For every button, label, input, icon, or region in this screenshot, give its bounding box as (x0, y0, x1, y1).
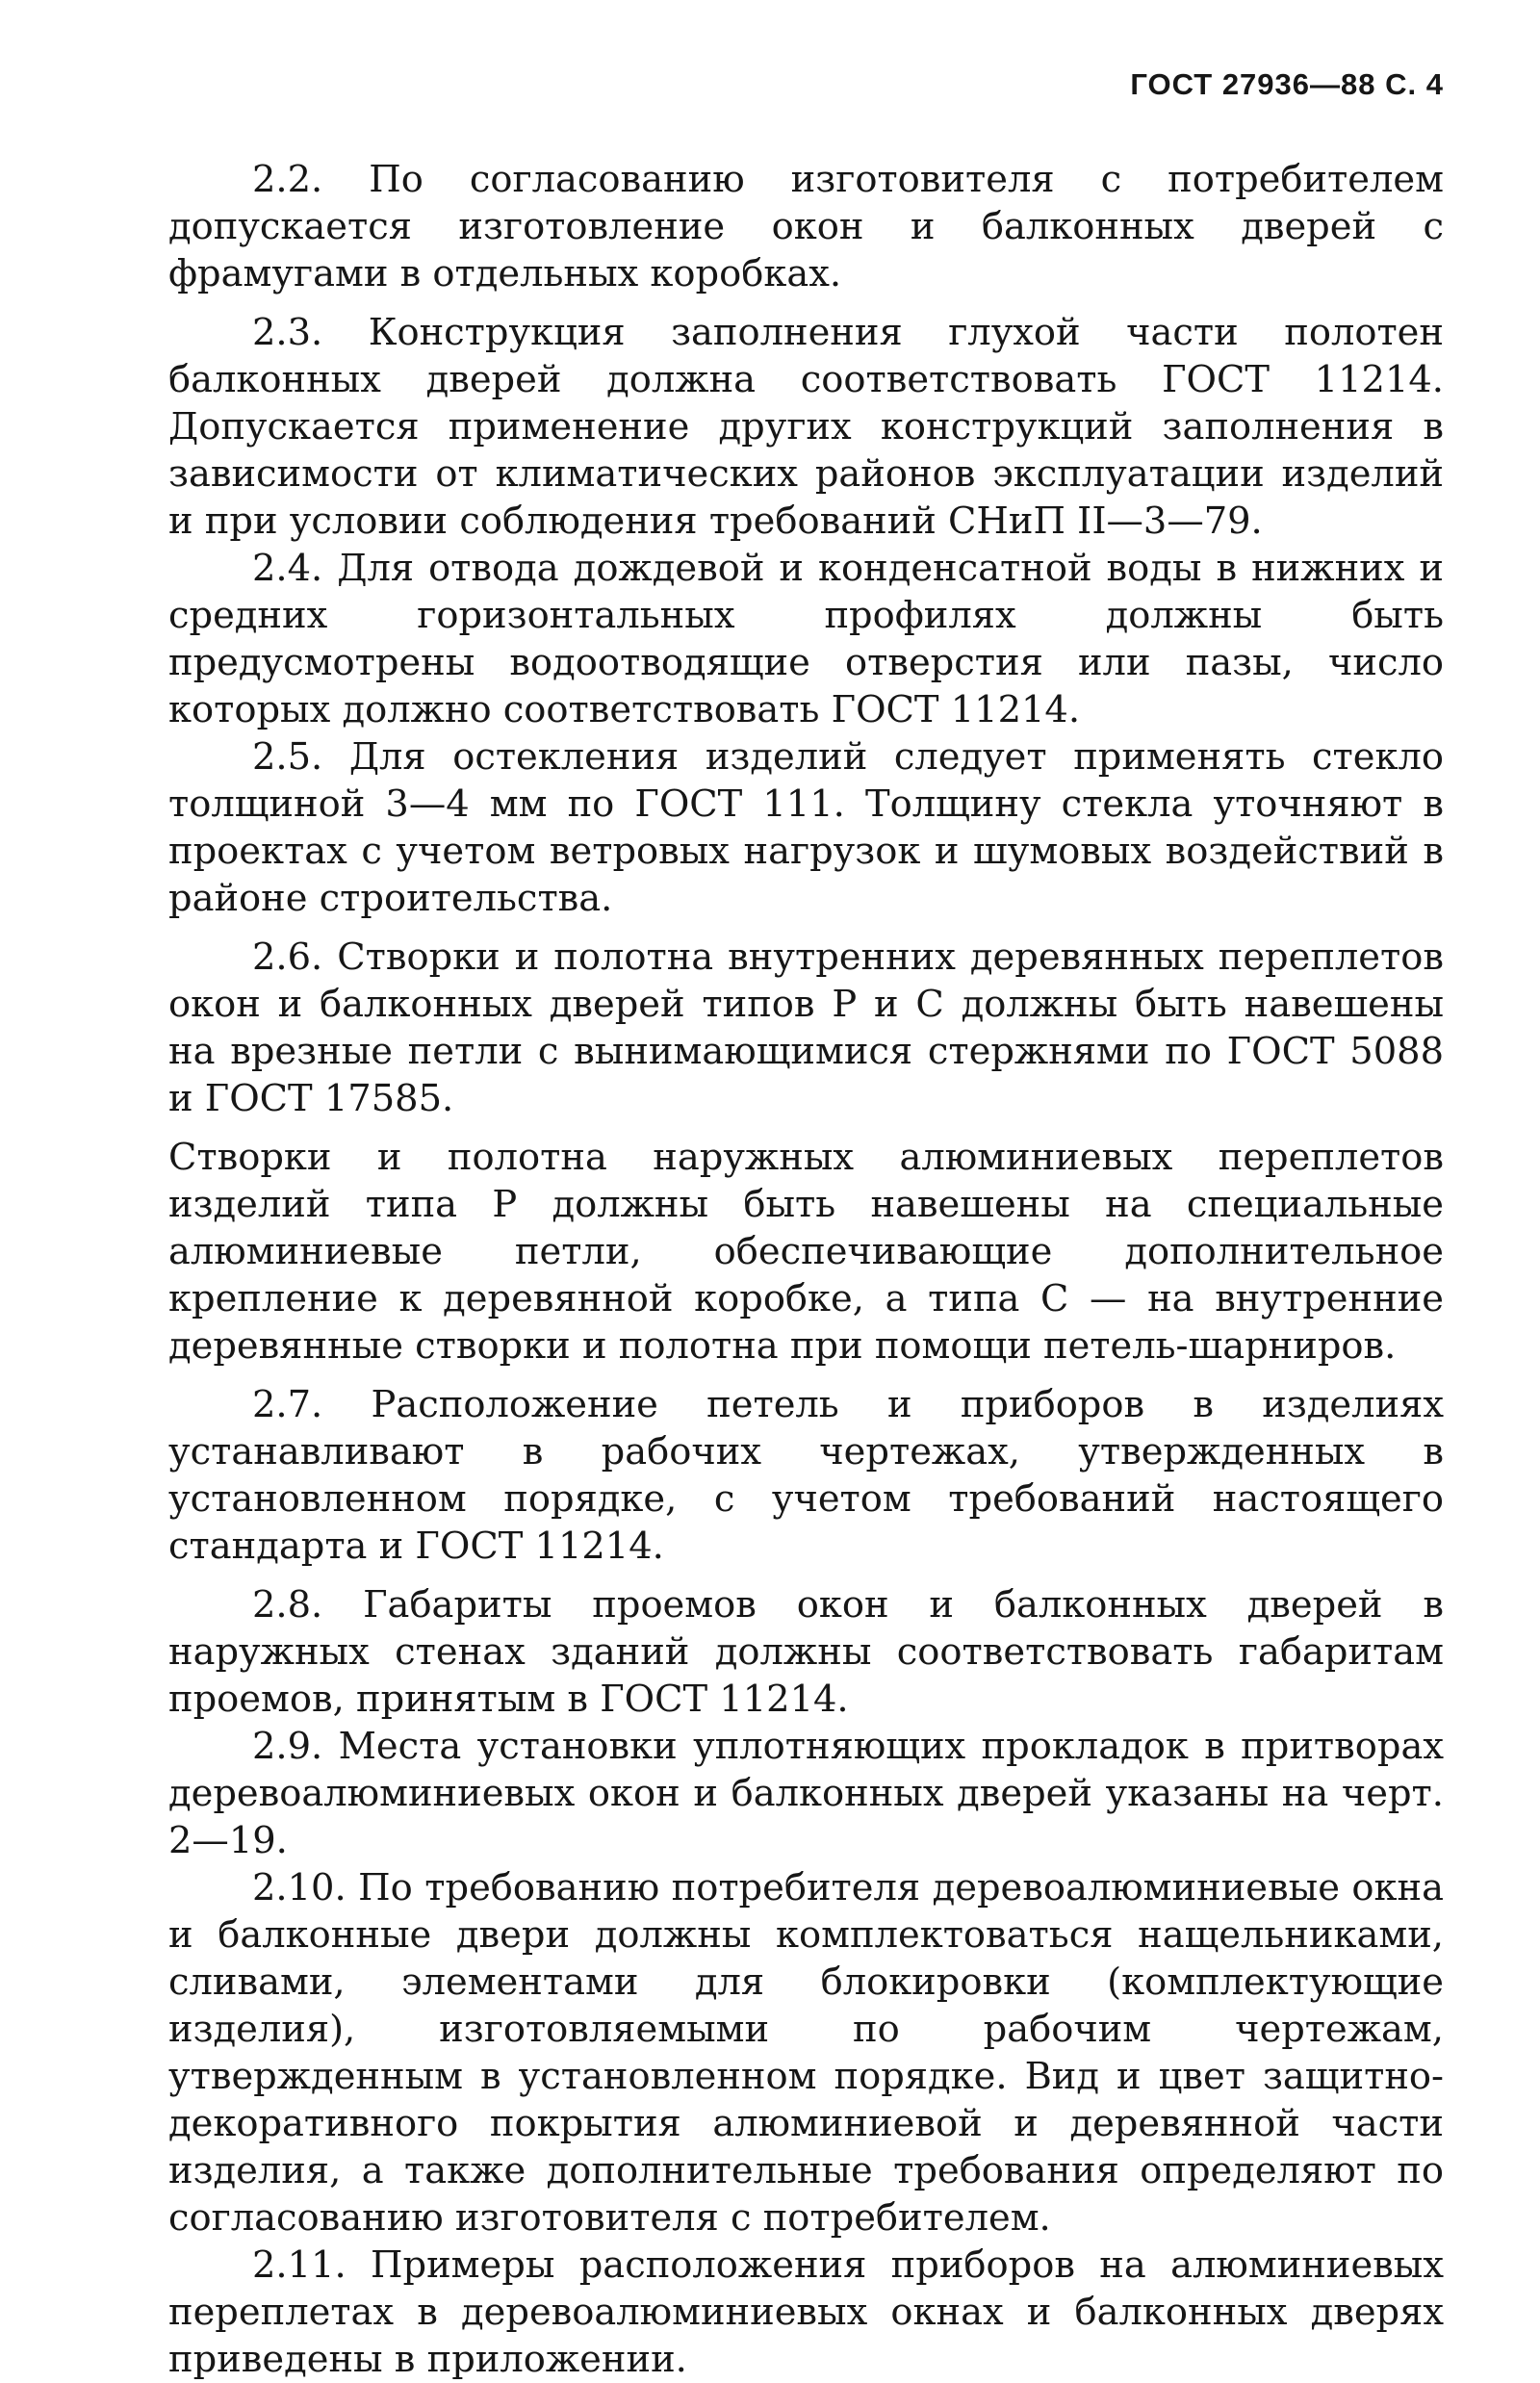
clause-2-2: 2.2. По согласованию изготовителя с потребителем допускается изготовление окон и балконных дверей с фрамугами в отдельных коробках. (168, 158, 1444, 295)
standard-number: ГОСТ 27936—88 (1130, 67, 1376, 101)
clause-2-6: 2.6. Створки и полотна внутренних деревянных переплетов окон и балконных дверей типов Р и С должны быть навешены на врезные петли с вынимающимися стержнями по ГОСТ 5088 и ГОСТ 17585. (168, 935, 1444, 1120)
clause-2-5: 2.5. Для остекления изделий следует применять стекло толщиной 3—4 мм по ГОСТ 111. Толщину стекла уточняют в проектах с учетом ветровых нагрузок и шумовых воздействий в районе строительства. (168, 735, 1444, 920)
document-body (168, 156, 1444, 2383)
page-header (1130, 67, 1444, 102)
clause-2-9: 2.9. Места установки уплотняющих прокладок в притворах деревоалюминиевых окон и балконных дверей указаны на черт. 2—19. (168, 1725, 1444, 1862)
page-number: С. 4 (1385, 67, 1444, 101)
clause-2-3: 2.3. Конструкция заполнения глухой части полотен балконных дверей должна соответствовать ГОСТ 11214. Допускается применение других конструкций заполнения в зависимости от климатических районов эксплуатации изделий и при условии соблюдения требований СНиП II—3—79. (168, 311, 1444, 543)
clause-2-11: 2.11. Примеры расположения приборов на алюминиевых переплетах в деревоалюминиевых окнах и балконных дверях приведены в приложении. (168, 2243, 1444, 2381)
clause-2-6-continued: Створки и полотна наружных алюминиевых переплетов изделий типа Р должны быть навешены на специальные алюминиевые петли, обеспечивающие дополнительное крепление к деревянной коробке, а типа С — на внутренние деревянные створки и полотна при помощи петель-шарниров. (168, 1136, 1444, 1368)
clause-2-10: 2.10. По требованию потребителя деревоалюминиевые окна и балконные двери должны комплектоваться нащельниками, сливами, элементами для блокировки (комплектующие изделия), изготовляемыми по рабочим чертежам, утвержденным в установленном порядке. Вид и цвет защитно-декоративного покрытия алюминиевой и деревянной части изделия, а также дополнительные требования определяют по согласованию изготовителя с потребителем. (168, 1866, 1444, 2240)
clause-2-4: 2.4. Для отвода дождевой и конденсатной воды в нижних и средних горизонтальных профилях должны быть предусмотрены водоотводящие отверстия или пазы, число которых должно соответствовать ГОСТ 11214. (168, 547, 1444, 731)
clause-2-8: 2.8. Габариты проемов окон и балконных дверей в наружных стенах зданий должны соответствовать габаритам проемов, принятым в ГОСТ 11214. (168, 1583, 1444, 1721)
clause-2-7: 2.7. Расположение петель и приборов в изделиях устанавливают в рабочих чертежах, утвержденных в установленном порядке, с учетом требований настоящего стандарта и ГОСТ 11214. (168, 1383, 1444, 1568)
